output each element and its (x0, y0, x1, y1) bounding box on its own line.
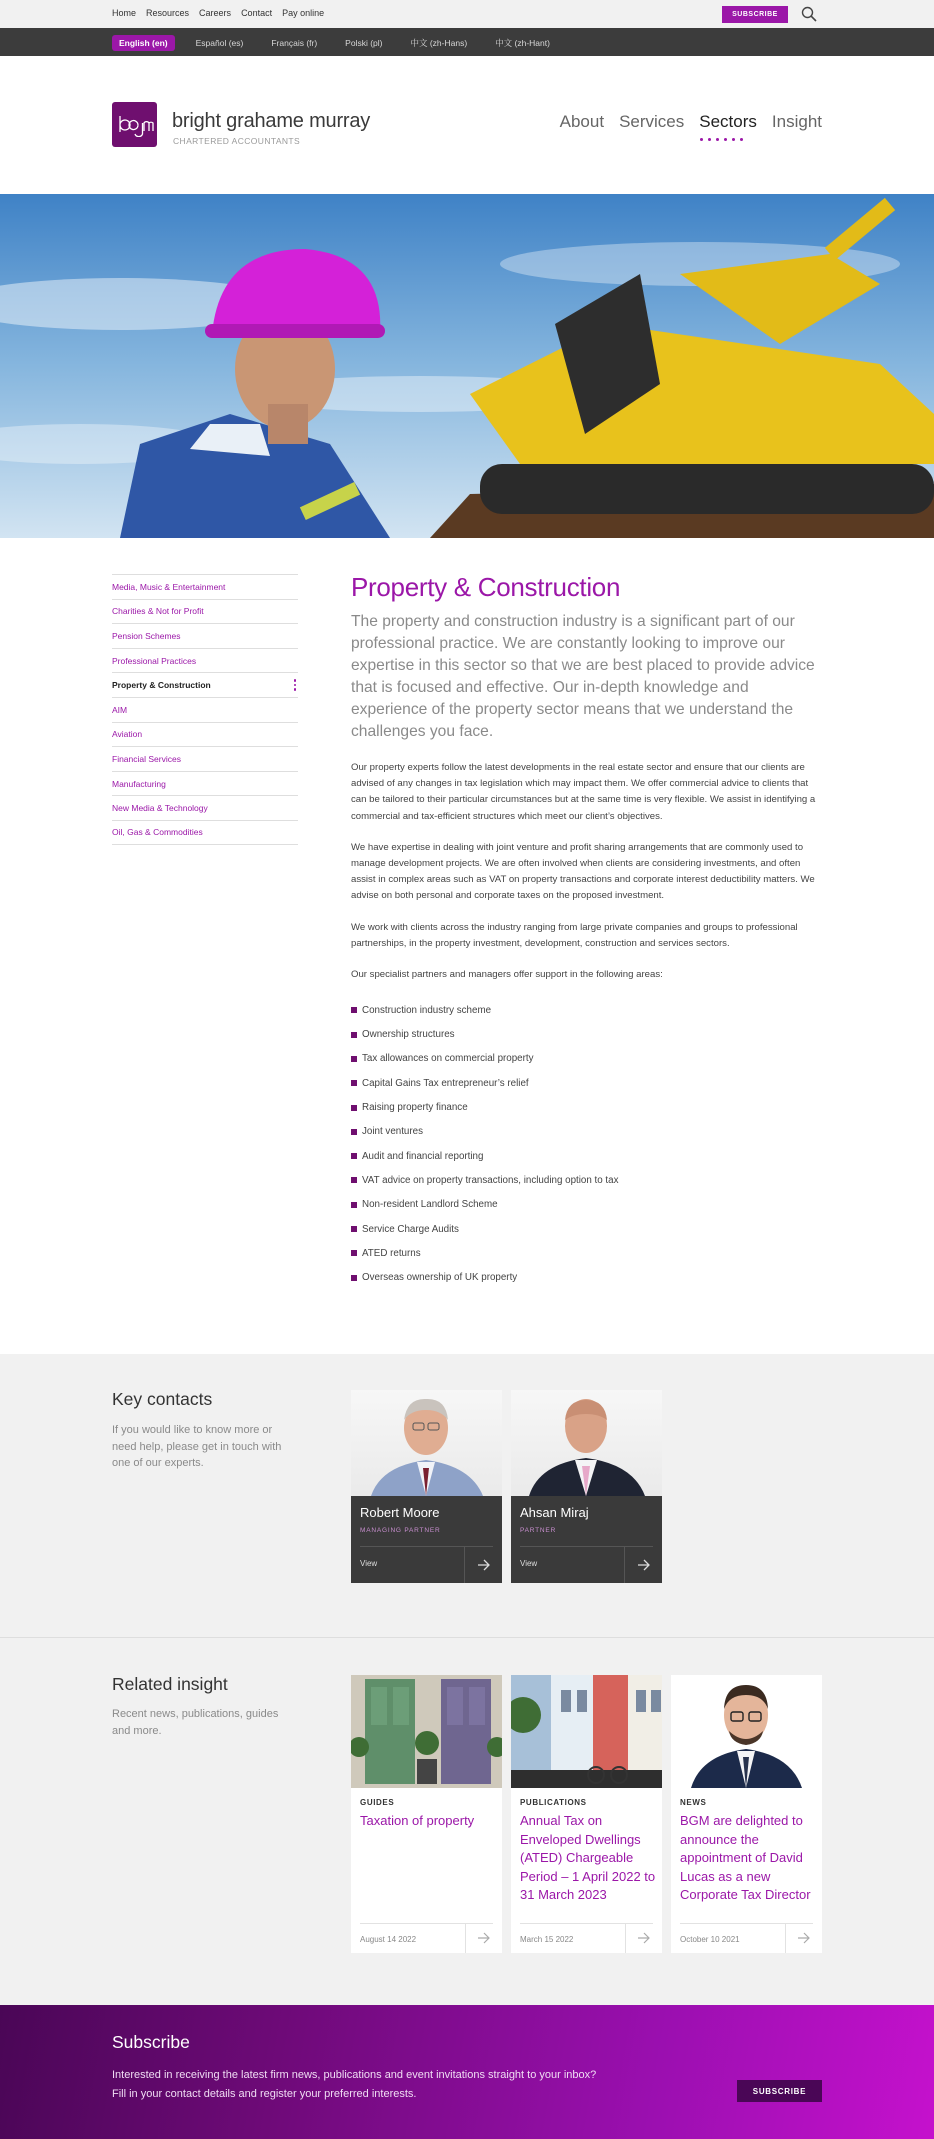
nav-insight[interactable]: Insight (771, 112, 822, 131)
nav-services[interactable]: Services (619, 112, 685, 131)
sidebar-item-financial[interactable]: Financial Services (112, 746, 298, 771)
list-item: ATED returns (351, 1241, 822, 1265)
utility-link-pay-online[interactable]: Pay online (282, 8, 325, 18)
lang-chinese-traditional[interactable]: 中文 (zh-Hant) (495, 38, 550, 48)
insight-title[interactable]: Annual Tax on Enveloped Dwellings (ATED) Chargeable Period – 1 April 2022 to 31 March 2023 (520, 1813, 656, 1902)
key-contacts-section (0, 1354, 934, 1638)
arrow-right-icon[interactable] (625, 1923, 662, 1953)
intro-text: The property and construction industry is a significant part of our professional practice. We are constantly looking to improve our expertise in this sector so that we are best placed to provide advice that is focused and effective. Our in-depth knowledge and experience of the property sector means that we understand the challenges you face. (351, 613, 815, 740)
contact-card[interactable] (511, 1390, 662, 1583)
body-paragraph: We have expertise in dealing with joint venture and profit sharing arrangements that are commonly used to manage development projects. We are often involved when clients are considering investments, and often assist in complex areas such as VAT on property transactions and corporate interest deductibility matters. We advise on both personal and corporate taxes on the proposed investment. (351, 841, 815, 902)
related-insight-title: Related insight (112, 1674, 228, 1694)
insight-thumbnail (511, 1675, 662, 1788)
utility-bar (0, 0, 934, 28)
list-item: Overseas ownership of UK property (351, 1266, 822, 1290)
insight-title[interactable]: Taxation of property (360, 1813, 475, 1828)
contact-photo (351, 1390, 502, 1496)
sidebar-item-aviation[interactable]: Aviation (112, 722, 298, 747)
subscribe-section (0, 2005, 934, 2139)
lang-polish[interactable]: Polski (pl) (345, 38, 383, 48)
nav-about[interactable]: About (559, 112, 605, 131)
lang-chinese-simplified[interactable]: 中文 (zh-Hans) (410, 38, 468, 48)
sidebar-item-property[interactable] (112, 672, 298, 697)
insight-card[interactable] (511, 1675, 662, 1953)
arrow-right-icon[interactable] (624, 1546, 662, 1583)
list-item: Non-resident Landlord Scheme (351, 1193, 822, 1217)
utility-link-careers[interactable]: Careers (199, 8, 232, 18)
list-item: Ownership structures (351, 1023, 822, 1047)
lang-spanish[interactable]: Español (es) (195, 38, 244, 48)
sidebar-item-professional[interactable]: Professional Practices (112, 648, 298, 673)
brand-name[interactable]: bright grahame murray (172, 110, 371, 132)
contact-name: Robert Moore (360, 1505, 440, 1520)
sidebar-item-new-media[interactable]: New Media & Technology (112, 795, 298, 820)
insight-category: PUBLICATIONS (520, 1798, 587, 1807)
contact-panel (351, 1496, 502, 1583)
support-areas-list (351, 998, 822, 1290)
insight-card[interactable] (671, 1675, 822, 1953)
list-item: Capital Gains Tax entrepreneur’s relief (351, 1071, 822, 1095)
hero-image (0, 194, 934, 538)
main-content (0, 538, 934, 1354)
contact-role: MANAGING PARTNER (360, 1527, 441, 1534)
article (351, 572, 822, 1290)
sidebar-item-pension[interactable]: Pension Schemes (112, 623, 298, 648)
arrow-right-icon[interactable] (464, 1546, 502, 1583)
lang-french[interactable]: Français (fr) (271, 38, 318, 48)
subscribe-button[interactable]: SUBSCRIBE (737, 2080, 822, 2102)
insight-title[interactable]: BGM are delighted to announce the appointment of David Lucas as a new Corporate Tax Director (680, 1813, 811, 1902)
insight-category: NEWS (680, 1798, 707, 1807)
body-paragraph: Our property experts follow the latest developments in the real estate sector and ensure that our clients are advised of any changes in tax legislation which may impact them. We offer commercial advice to clients that can be tailored to their particular circumstances but at the same time is very flexible. We assist in identifying a commercial and tax-efficient structures which meet our client’s objectives. (351, 762, 816, 822)
sidebar-item-aim[interactable]: AIM (112, 697, 298, 722)
logo-mark[interactable] (112, 102, 157, 147)
list-item: Raising property finance (351, 1095, 822, 1119)
related-insight-section (0, 1638, 934, 2005)
utility-link-home[interactable]: Home (112, 8, 137, 18)
more-icon (294, 679, 297, 691)
insight-category: GUIDES (360, 1798, 395, 1807)
insight-date: March 15 2022 (520, 1935, 574, 1944)
arrow-right-icon[interactable] (465, 1923, 502, 1953)
list-item: VAT advice on property transactions, including option to tax (351, 1168, 822, 1192)
lang-english[interactable]: English (en) (112, 35, 175, 51)
sidebar-item-oil-gas[interactable]: Oil, Gas & Commodities (112, 820, 298, 845)
page-title: Property & Construction (351, 572, 621, 602)
key-contacts-text: If you would like to know more or need help, please get in touch with one of our experts. (112, 1424, 282, 1469)
list-item: Service Charge Audits (351, 1217, 822, 1241)
nav-sectors[interactable] (699, 112, 757, 132)
contact-card[interactable] (351, 1390, 502, 1583)
key-contacts-title: Key contacts (112, 1389, 213, 1409)
body-paragraph: Our specialist partners and managers offer support in the following areas: (351, 969, 663, 981)
nav-sectors-label: Sectors (699, 112, 757, 131)
insight-thumbnail (671, 1675, 822, 1788)
sidebar-item-label: Property & Construction (112, 680, 211, 691)
insight-card[interactable] (351, 1675, 502, 1953)
insight-date: October 10 2021 (680, 1935, 740, 1944)
insight-date: August 14 2022 (360, 1935, 417, 1944)
subscribe-text-line: Interested in receiving the latest firm news, publications and event invitations straight to your inbox? (112, 2069, 597, 2081)
sidebar-item-manufacturing[interactable]: Manufacturing (112, 771, 298, 796)
list-item: Tax allowances on commercial property (351, 1047, 822, 1071)
subscribe-top-button[interactable]: SUBSCRIBE (722, 6, 788, 23)
utility-links (112, 8, 324, 18)
list-item: Audit and financial reporting (351, 1144, 822, 1168)
language-bar (0, 28, 934, 56)
arrow-right-icon[interactable] (785, 1923, 822, 1953)
utility-link-contact[interactable]: Contact (241, 8, 273, 18)
list-item: Construction industry scheme (351, 998, 822, 1022)
body-paragraph: We work with clients across the industry ranging from large private companies and groups to professional partnerships, in the property investment, development, construction and services sectors. (351, 921, 798, 949)
subscribe-text (112, 2066, 672, 2104)
contact-view-link[interactable]: View (360, 1559, 378, 1568)
contact-view-link[interactable]: View (520, 1559, 538, 1568)
search-icon[interactable] (801, 6, 817, 22)
related-insight-text: Recent news, publications, guides and more. (112, 1708, 279, 1737)
subscribe-text-line: Fill in your contact details and register your preferred interests. (112, 2088, 417, 2100)
utility-link-resources[interactable]: Resources (146, 8, 190, 18)
brand-tagline: CHARTERED ACCOUNTANTS (173, 136, 301, 146)
sidebar-item-charities[interactable]: Charities & Not for Profit (112, 599, 298, 624)
sidebar-item-media[interactable]: Media, Music & Entertainment (112, 574, 298, 599)
contact-name: Ahsan Miraj (520, 1505, 589, 1520)
contact-role: PARTNER (520, 1527, 557, 1534)
list-item: Joint ventures (351, 1120, 822, 1144)
active-indicator-dots (700, 138, 743, 141)
subscribe-title: Subscribe (112, 2032, 190, 2052)
contact-photo (511, 1390, 662, 1496)
contact-panel (511, 1496, 662, 1583)
main-nav (560, 112, 822, 132)
insight-thumbnail (351, 1675, 502, 1788)
site-header (0, 56, 934, 194)
sector-sidebar (112, 574, 298, 845)
